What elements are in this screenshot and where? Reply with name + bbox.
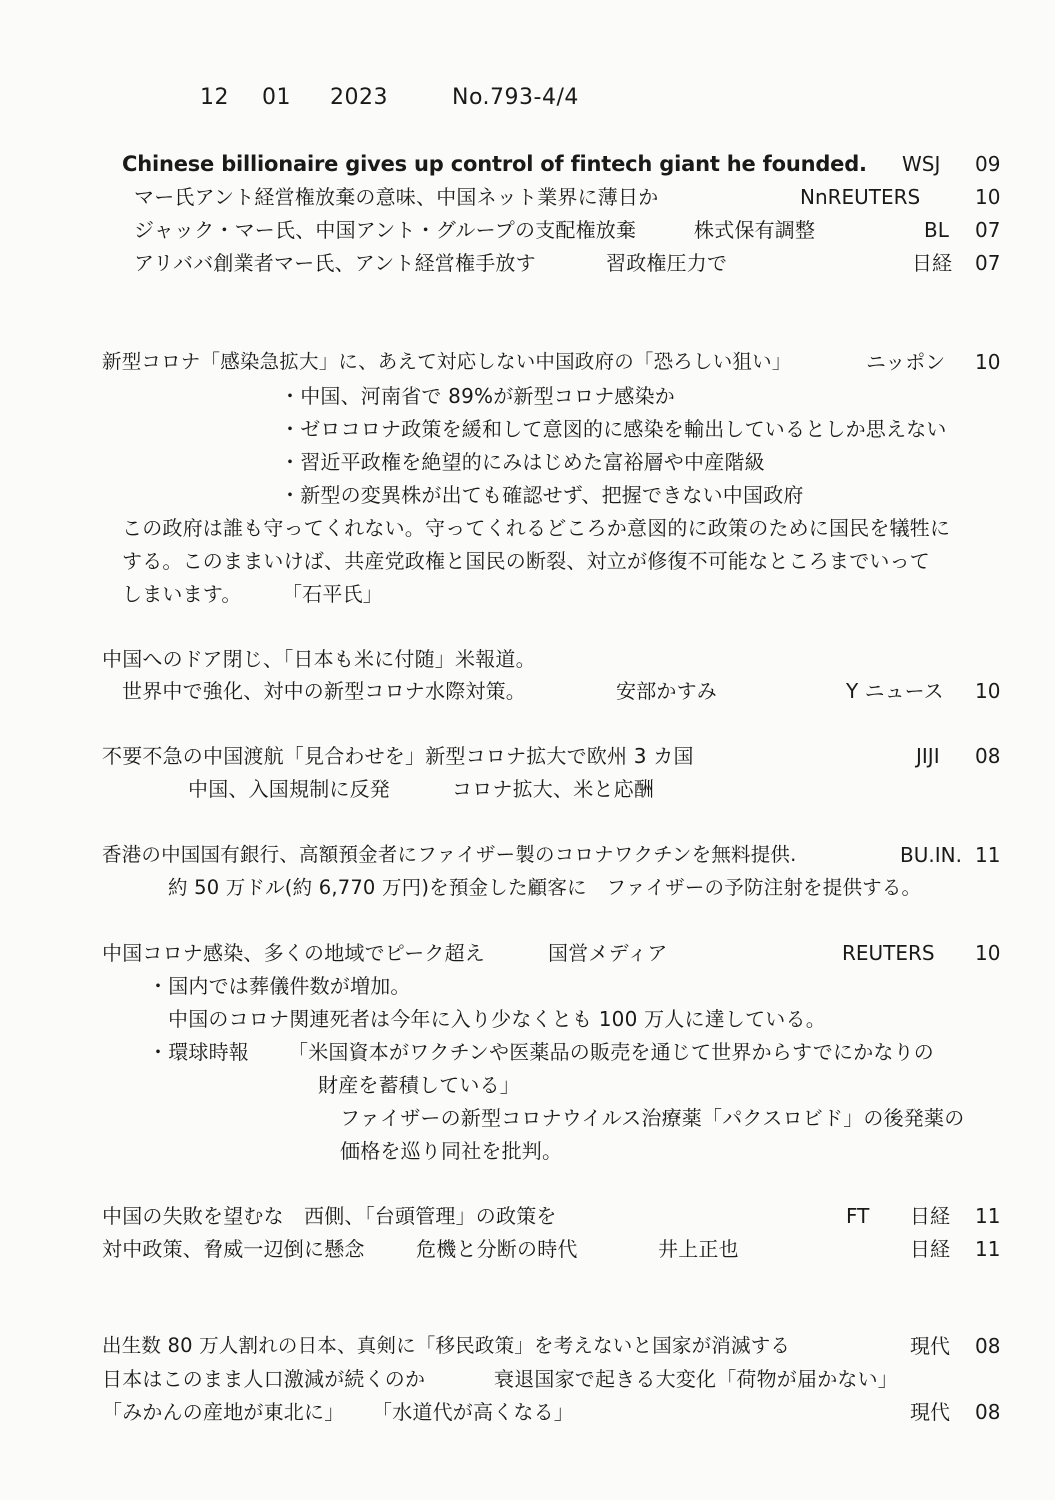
s2-paragraph-1: この政府は誰も守ってくれない。守ってくれるどころか意図的に政策のために国民を犠牲に xyxy=(122,516,951,540)
s8-day-1: 08 xyxy=(975,1334,1001,1358)
s8-headline-2-sub: 衰退国家で起きる大変化「荷物が届かない」 xyxy=(494,1367,898,1391)
s4-headline: 不要不急の中国渡航「見合わせを」新型コロナ拡大で欧州 3 カ国 xyxy=(102,744,694,768)
s2-bullet-4: ・新型の変異株が出ても確認せず、把握できない中国政府 xyxy=(280,483,804,507)
s3-source: Y ニュース xyxy=(846,679,944,703)
s7-headline-2: 対中政策、脅威一辺倒に懸念 xyxy=(102,1237,365,1261)
s8-quote-1: 「みかんの産地が東北に」 xyxy=(102,1400,345,1424)
s8-source-1: 現代 xyxy=(910,1334,950,1358)
s1-subtitle-4: 習政権圧力で xyxy=(606,251,728,275)
s1-subtitle-3: 株式保有調整 xyxy=(694,218,816,242)
s3-headline: 中国へのドア閉じ、「日本も米に付随」米報道。 xyxy=(102,647,536,671)
s3-subheadline: 世界中で強化、対中の新型コロナ水際対策。 xyxy=(122,679,526,703)
s1-day-1: 09 xyxy=(975,152,1001,176)
s1-source-1: WSJ xyxy=(902,152,941,176)
s2-day: 10 xyxy=(975,350,1001,374)
s7-headline-1: 中国の失敗を望むな 西側、「台頭管理」の政策を xyxy=(102,1204,557,1228)
s2-paragraph-3: しまいます。 xyxy=(122,582,242,606)
s1-headline-3: ジャック・マー氏、中国アント・グループの支配権放棄 xyxy=(134,218,637,242)
s1-headline-4: アリババ創業者マー氏、アント経営権手放す xyxy=(134,251,536,275)
s1-source-4: 日経 xyxy=(912,251,952,275)
s4-source: JIJI xyxy=(916,744,940,768)
s7-source-1b: 日経 xyxy=(910,1204,950,1228)
s5-detail: 約 50 万ドル(約 6,770 万円)を預金した顧客に ファイザーの予防注射を提供する。 xyxy=(168,876,922,899)
s7-source-2: 日経 xyxy=(910,1237,950,1261)
s8-headline-2: 日本はこのまま人口激減が続くのか xyxy=(102,1367,426,1391)
s1-day-3: 07 xyxy=(975,218,1001,242)
s6-bullet-2-quote-1: 「米国資本がワクチンや医薬品の販売を通じて世界からすでにかなりの xyxy=(288,1040,934,1064)
s1-source-2: NnREUTERS xyxy=(800,185,921,209)
s3-author: 安部かすみ xyxy=(616,679,717,703)
header-year: 2023 xyxy=(330,85,388,110)
s1-headline-1: Chinese billionaire gives up control of fintech giant he founded. xyxy=(122,152,867,176)
s2-bullet-1: ・中国、河南省で 89%が新型コロナ感染か xyxy=(280,384,676,408)
s7-author: 井上正也 xyxy=(658,1237,739,1261)
s1-day-4: 07 xyxy=(975,251,1001,275)
s6-day: 10 xyxy=(975,941,1001,965)
s8-headline-1: 出生数 80 万人割れの日本、真剣に「移民政策」を考えないと国家が消滅する xyxy=(102,1334,791,1357)
s1-day-2: 10 xyxy=(975,185,1001,209)
s6-bullet-2-quote-2: 財産を蓄積している」 xyxy=(318,1073,520,1097)
s6-bullet-1-detail: 中国のコロナ関連死者は今年に入り少なくとも 100 万人に達している。 xyxy=(168,1007,826,1031)
s5-source: BU.IN. xyxy=(900,843,962,867)
s2-attribution: 「石平氏」 xyxy=(282,582,383,606)
s6-bullet-2-detail-2: 価格を巡り同社を批判。 xyxy=(340,1139,563,1163)
s7-day-1: 11 xyxy=(975,1204,1001,1228)
s2-source: ニッポン xyxy=(866,350,946,374)
s4-day: 08 xyxy=(975,744,1001,768)
s7-headline-2-sub: 危機と分断の時代 xyxy=(416,1237,578,1261)
s5-day: 11 xyxy=(975,843,1001,867)
header-issue: No.793-4/4 xyxy=(452,85,579,110)
header-month: 01 xyxy=(262,85,291,110)
s7-source-1a: FT xyxy=(846,1204,870,1228)
s5-headline: 香港の中国国有銀行、高額預金者にファイザー製のコロナワクチンを無料提供. xyxy=(102,843,797,866)
s8-day-2: 08 xyxy=(975,1400,1001,1424)
s6-headline: 中国コロナ感染、多くの地域でピーク超え xyxy=(102,941,485,965)
s6-bullet-1: ・国内では葬儀件数が増加。 xyxy=(148,974,411,998)
s2-bullet-2: ・ゼロコロナ政策を緩和して意図的に感染を輸出しているとしか思えない xyxy=(280,417,947,441)
s6-headline-sub: 国営メディア xyxy=(548,941,668,965)
s8-quote-2: 「水道代が高くなる」 xyxy=(372,1400,574,1424)
s1-source-3: BL xyxy=(924,218,949,242)
s3-day: 10 xyxy=(975,679,1001,703)
s4-subheadline-2: コロナ拡大、米と応酬 xyxy=(452,777,654,801)
s6-source: REUTERS xyxy=(842,941,935,965)
s6-bullet-2-detail-1: ファイザーの新型コロナウイルス治療薬「パクスロビド」の後発薬の xyxy=(340,1106,965,1130)
s7-day-2: 11 xyxy=(975,1237,1001,1261)
s6-bullet-2: ・環球時報 xyxy=(148,1040,249,1064)
s8-source-2: 現代 xyxy=(910,1400,950,1424)
s1-headline-2: マー氏アント経営権放棄の意味、中国ネット業界に薄日か xyxy=(134,185,659,209)
s2-paragraph-2: する。このままいけば、共産党政権と国民の断裂、対立が修復不可能なところまでいって xyxy=(122,549,930,573)
s2-bullet-3: ・習近平政権を絶望的にみはじめた富裕層や中産階級 xyxy=(280,450,765,474)
header-day: 12 xyxy=(200,85,229,110)
s4-subheadline-1: 中国、入国規制に反発 xyxy=(188,777,390,801)
s2-title: 新型コロナ「感染急拡大」に、あえて対応しない中国政府の「恐ろしい狙い」 xyxy=(102,350,792,373)
